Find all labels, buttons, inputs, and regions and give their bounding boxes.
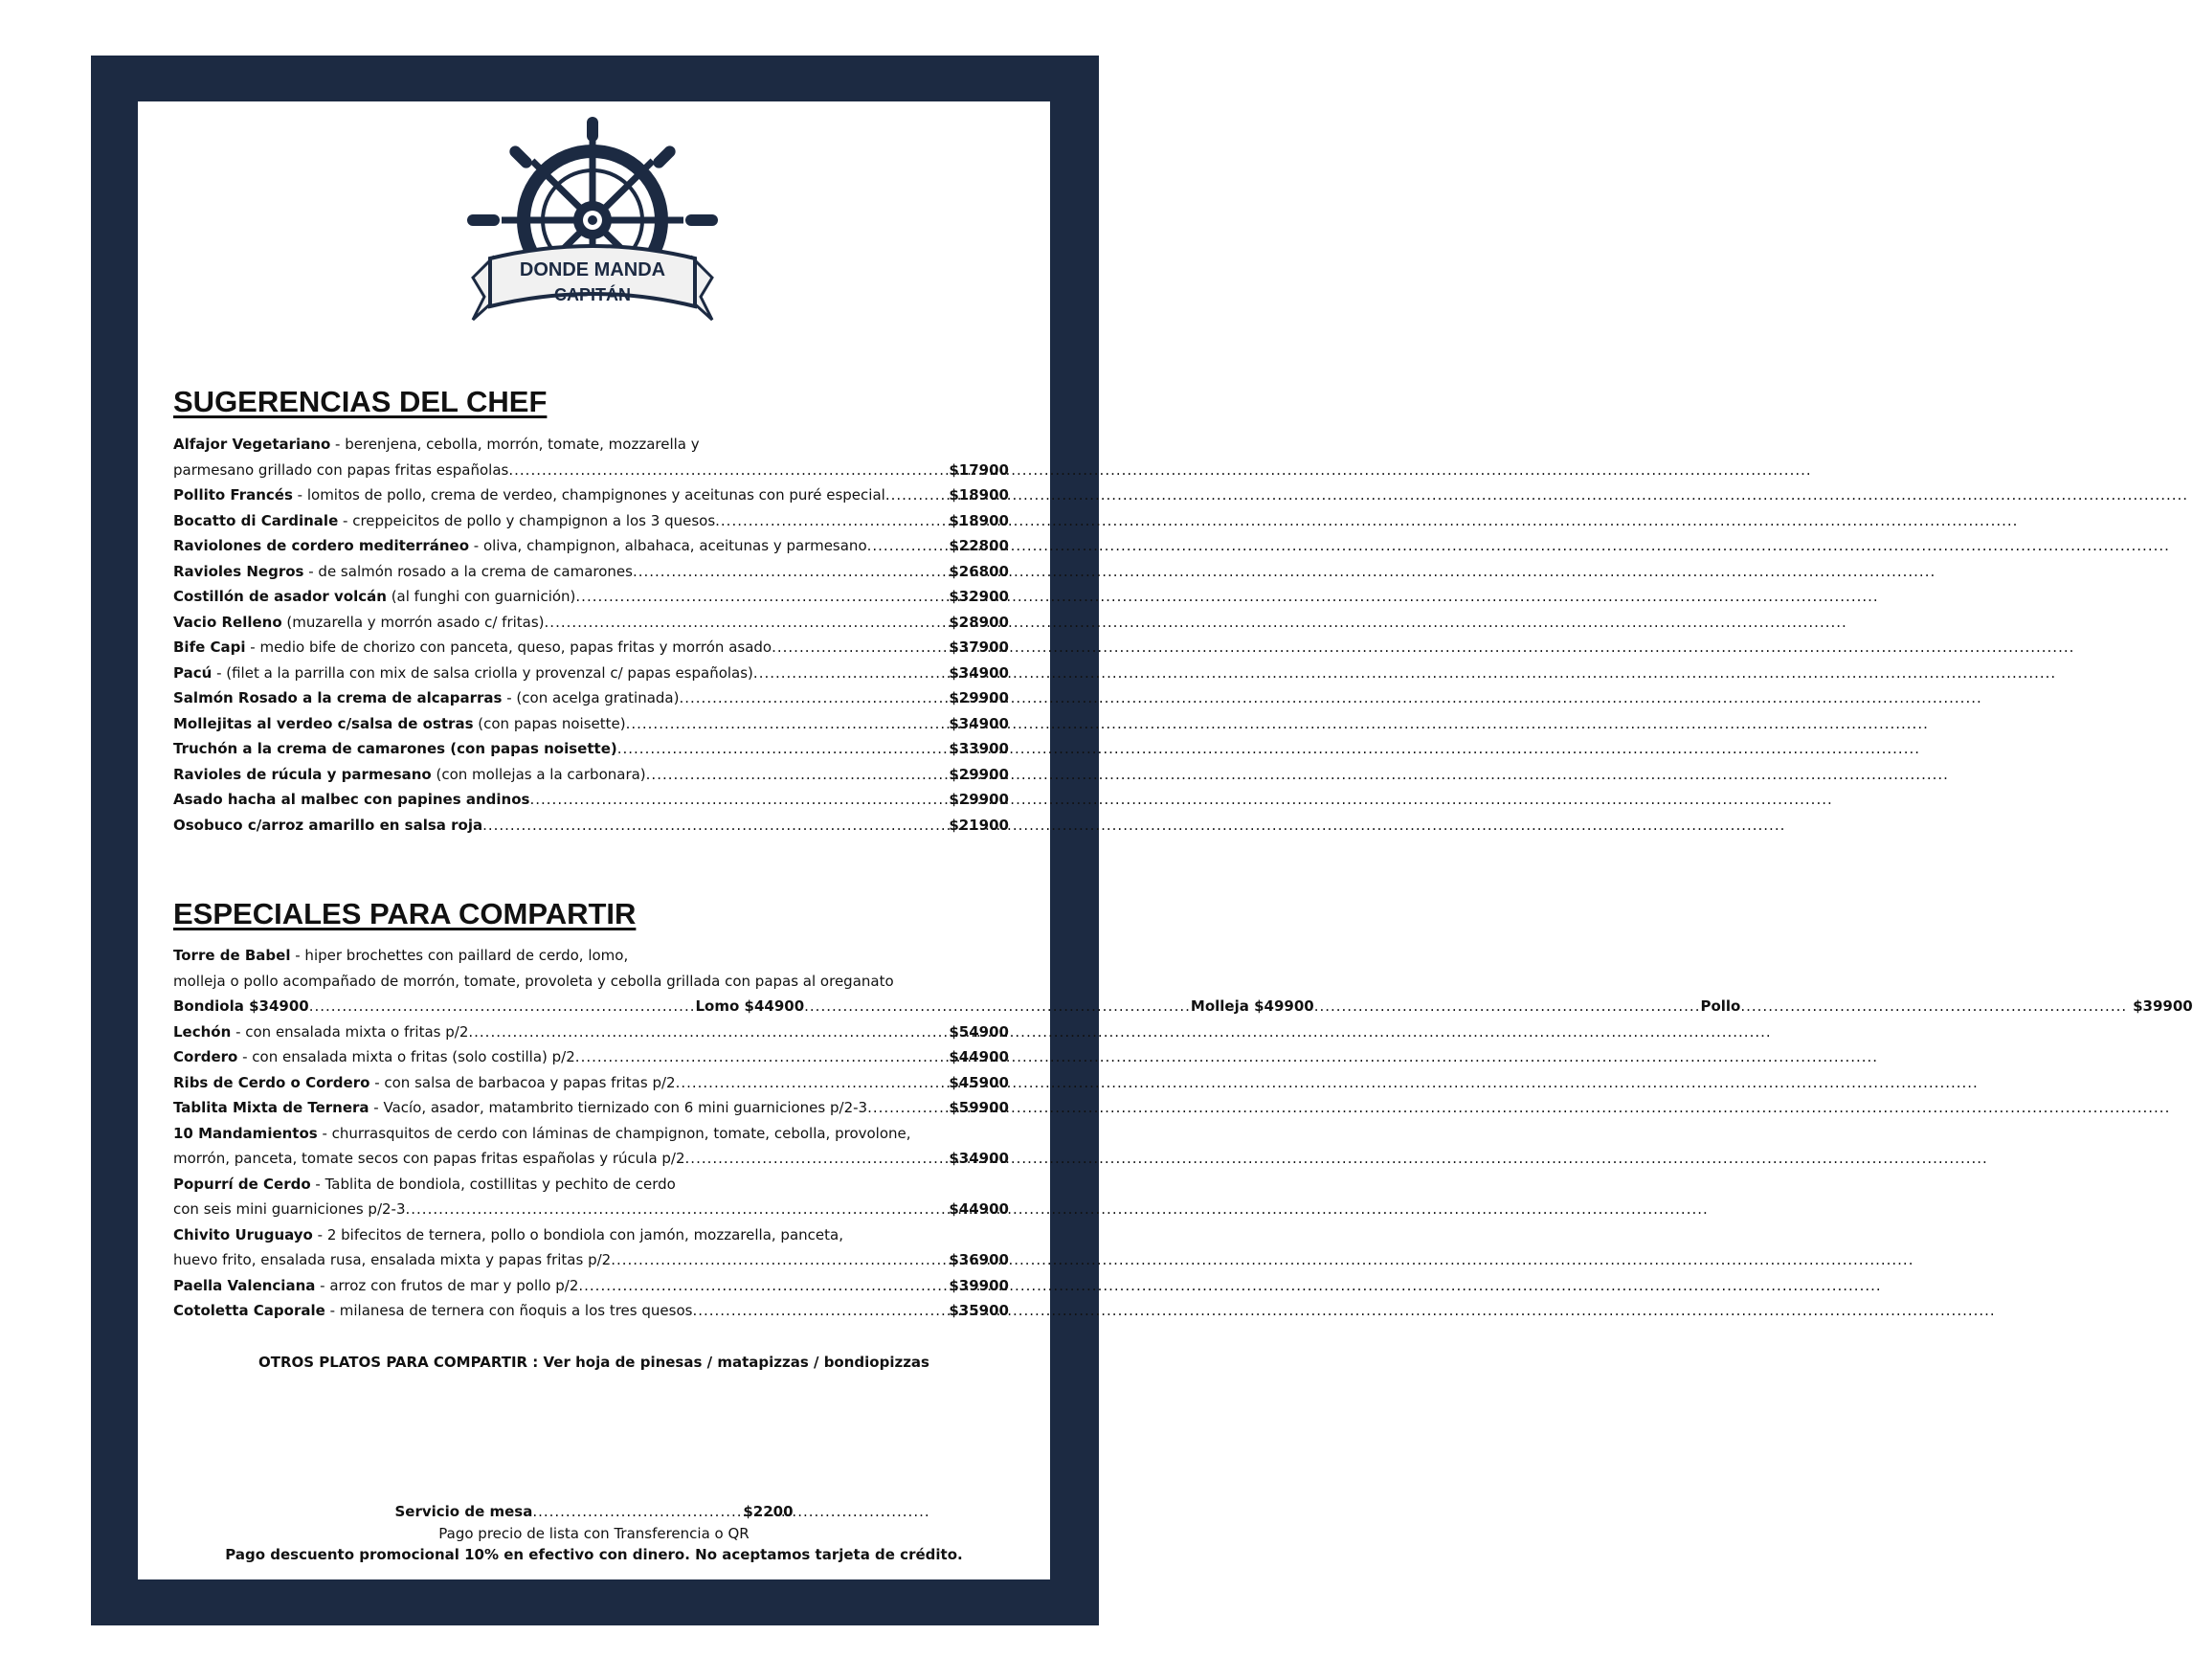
dot-leader xyxy=(804,994,1191,1019)
menu-item-name: Paella Valenciana xyxy=(173,1276,316,1294)
menu-item xyxy=(173,787,1009,813)
menu-item-text xyxy=(173,787,529,813)
menu-item-price: $29900 xyxy=(949,791,1009,808)
menu-item-price: $28900 xyxy=(949,613,1009,631)
menu-item-text xyxy=(173,1146,685,1172)
combo-option: Molleja $49900 xyxy=(1190,997,1314,1015)
menu-item-desc: - (con acelga gratinada) xyxy=(502,689,680,706)
menu-item xyxy=(173,533,1009,559)
menu-list-sugerencias xyxy=(173,432,1009,838)
menu-item-price: $45900 xyxy=(949,1073,1009,1091)
menu-item-name: Bife Capi xyxy=(173,638,246,656)
menu-item-name: Alfajor Vegetariano xyxy=(173,436,331,453)
menu-item-price: $44900 xyxy=(949,1200,1009,1218)
menu-item-text xyxy=(173,736,617,762)
menu-item-price: $18900 xyxy=(949,511,1009,529)
menu-item xyxy=(173,508,1009,534)
menu-item-price: $39900 xyxy=(949,1276,1009,1294)
menu-item-text xyxy=(173,943,628,969)
menu-item-price: $44900 xyxy=(949,1048,1009,1065)
menu-item-text xyxy=(173,508,715,534)
menu-item-text xyxy=(173,635,772,661)
combo-option: Bondiola $34900 xyxy=(173,997,309,1015)
dot-leader xyxy=(529,787,943,813)
menu-item-text xyxy=(173,1172,676,1198)
menu-item xyxy=(173,559,1009,585)
table-service xyxy=(394,1501,793,1523)
menu-item xyxy=(173,994,2193,1019)
payment-list-note: Pago precio de lista con Transferencia o QR xyxy=(438,1524,750,1542)
menu-item-text xyxy=(173,1019,468,1045)
menu-sheet xyxy=(138,101,2193,1579)
menu-item-price: $36900 xyxy=(949,1251,1009,1268)
dot-leader xyxy=(617,736,944,762)
dot-leader xyxy=(753,661,943,686)
dot-leader xyxy=(679,685,943,711)
menu-item xyxy=(173,736,1009,762)
dot-leader xyxy=(545,610,944,636)
menu-item xyxy=(173,1298,1009,1324)
menu-item-text xyxy=(173,1070,676,1096)
dot-leader xyxy=(676,1070,944,1096)
dot-leader xyxy=(575,584,943,610)
menu-item-text xyxy=(173,969,894,995)
menu-item-desc: - con ensalada mixta o fritas p/2 xyxy=(231,1022,469,1041)
menu-item-price: $37900 xyxy=(949,638,1009,656)
menu-item-text xyxy=(173,1247,611,1273)
menu-item-text xyxy=(173,762,646,788)
other-dishes-note: OTROS PLATOS PARA COMPARTIR : Ver hoja de pinesas / matapizzas / bondiopizzas xyxy=(258,1354,929,1371)
dot-leader xyxy=(633,559,943,585)
menu-item-text xyxy=(173,533,867,559)
menu-item-price: $54900 xyxy=(949,1022,1009,1041)
menu-item-desc: - churrasquitos de cerdo con láminas de champignon, tomate, cebolla, provolone, xyxy=(317,1124,911,1142)
menu-item xyxy=(173,482,1009,508)
menu-item-desc: - Vacío, asador, matambrito tiernizado con 6 mini guarniciones p/2-3 xyxy=(369,1099,868,1116)
menu-item-text xyxy=(173,1298,692,1324)
combo-option: Pollo xyxy=(1700,997,1741,1015)
menu-item xyxy=(173,1197,1009,1222)
menu-item-text xyxy=(173,458,508,483)
menu-item-desc: - medio bife de chorizo con panceta, queso, papas fritas y morrón asado xyxy=(245,638,772,656)
dot-leader xyxy=(646,762,944,788)
menu-item xyxy=(173,635,1009,661)
menu-item-name: Lechón xyxy=(173,1022,232,1041)
menu-item-price: $59900 xyxy=(949,1099,1009,1116)
dot-leader xyxy=(578,1273,943,1299)
dot-leader xyxy=(309,994,696,1019)
menu-item-desc: - creppeicitos de pollo y champignon a los 3 quesos xyxy=(338,511,716,529)
menu-item-desc: - (filet a la parrilla con mix de salsa criolla y provenzal c/ papas españolas) xyxy=(212,663,753,682)
menu-item-price: $34900 xyxy=(949,663,1009,682)
menu-item-text xyxy=(173,1095,867,1121)
menu-item xyxy=(173,1146,1009,1172)
menu-item xyxy=(173,943,1009,969)
dot-leader xyxy=(468,1019,943,1045)
dot-leader xyxy=(575,1044,944,1070)
menu-item-name: Ravioles Negros xyxy=(173,562,304,580)
menu-item-price: $17900 xyxy=(949,460,1009,479)
menu-item-text xyxy=(173,432,700,458)
menu-item-text xyxy=(173,584,575,610)
dot-leader xyxy=(611,1247,943,1273)
menu-item-desc: - oliva, champignon, albahaca, aceitunas y parmesano xyxy=(469,537,867,554)
menu-item-desc: (con papas noisette) xyxy=(473,714,626,732)
menu-item-text xyxy=(173,813,482,839)
dot-leader xyxy=(867,1095,943,1121)
menu-item xyxy=(173,1247,1009,1273)
menu-item-desc: parmesano grillado con papas fritas españolas xyxy=(173,460,509,479)
menu-item-desc: morrón, panceta, tomate secos con papas fritas españolas y rúcula p/2 xyxy=(173,1150,685,1167)
menu-item-price: $34900 xyxy=(949,714,1009,732)
menu-item-text xyxy=(173,482,885,508)
menu-item-desc: - hiper brochettes con paillard de cerdo, lomo, xyxy=(290,947,629,964)
service-price: $2200 xyxy=(743,1503,794,1520)
payment-discount-note: Pago descuento promocional 10% en efectivo con dinero. No aceptamos tarjeta de crédito. xyxy=(225,1546,963,1563)
dot-leader xyxy=(772,635,943,661)
menu-item-name: Ravioles de rúcula y parmesano xyxy=(173,765,432,783)
menu-item-name: Pacú xyxy=(173,663,213,682)
menu-item-text xyxy=(173,661,753,686)
menu-item-name: Vacio Relleno xyxy=(173,613,282,631)
menu-item-name: Popurrí de Cerdo xyxy=(173,1175,311,1193)
footer xyxy=(138,1501,1050,1566)
menu-item xyxy=(173,458,1009,483)
menu-list-especiales xyxy=(173,943,2193,1324)
menu-item-price: $33900 xyxy=(949,740,1009,757)
menu-item-desc: - Tablita de bondiola, costillitas y pechito de cerdo xyxy=(310,1175,676,1193)
section-title-sugerencias: SUGERENCIAS DEL CHEF xyxy=(173,385,548,418)
dot-leader xyxy=(867,533,944,559)
menu-item-name: Cotoletta Caporale xyxy=(173,1302,325,1319)
menu-item-text xyxy=(173,685,679,711)
menu-item xyxy=(173,1172,1009,1198)
menu-item-price: $21900 xyxy=(949,816,1009,834)
menu-item-desc: (al funghi con guarnición) xyxy=(386,588,576,605)
menu-item-desc: - 2 bifecitos de ternera, pollo o bondiola con jamón, mozzarella, panceta, xyxy=(312,1225,843,1243)
menu-item-price: $29900 xyxy=(949,689,1009,706)
logo-line2: CAPITÁN xyxy=(554,285,631,304)
menu-item xyxy=(173,711,1009,737)
menu-item-name: Pollito Francés xyxy=(173,486,293,504)
menu-item-name: 10 Mandamientos xyxy=(173,1124,318,1142)
menu-item xyxy=(173,813,1009,839)
menu-item-text xyxy=(173,610,545,636)
menu-item xyxy=(173,1044,1009,1070)
menu-item xyxy=(173,432,1009,458)
menu-item-name: Ribs de Cerdo o Cordero xyxy=(173,1073,370,1091)
logo-line1: DONDE MANDA xyxy=(519,259,666,280)
menu-item-desc: - milanesa de ternera con ñoquis a los tres quesos xyxy=(324,1302,693,1319)
dot-leader xyxy=(692,1298,943,1324)
dot-leader xyxy=(406,1197,944,1222)
menu-item xyxy=(173,685,1009,711)
service-label: Servicio de mesa xyxy=(394,1503,533,1520)
menu-item-name: Truchón a la crema de camarones (con papas noisette) xyxy=(173,740,617,757)
menu-item-name: Tablita Mixta de Ternera xyxy=(173,1099,369,1116)
section-title-especiales: ESPECIALES PARA COMPARTIR xyxy=(173,897,637,930)
menu-item-text xyxy=(173,1197,406,1222)
menu-item xyxy=(173,1019,1009,1045)
menu-item-name: Bocatto di Cardinale xyxy=(173,511,339,529)
menu-item-desc: - arroz con frutos de mar y pollo p/2 xyxy=(315,1276,579,1294)
menu-item-price: $34900 xyxy=(949,1150,1009,1167)
menu-item-desc: (con mollejas a la carbonara) xyxy=(431,765,646,783)
menu-item-text xyxy=(173,1273,578,1299)
dot-leader xyxy=(482,813,943,839)
menu-item xyxy=(173,610,1009,636)
menu-item-price: $22800 xyxy=(949,537,1009,554)
menu-item-text xyxy=(173,1222,843,1248)
dot-leader xyxy=(685,1146,944,1172)
dot-leader xyxy=(508,458,943,483)
menu-item-name: Costillón de asador volcán xyxy=(173,588,387,605)
menu-item xyxy=(173,1273,1009,1299)
menu-item-desc: - de salmón rosado a la crema de camarones xyxy=(303,562,633,580)
menu-item-price: $32900 xyxy=(949,588,1009,605)
menu-item-name: Torre de Babel xyxy=(173,947,291,964)
menu-item-desc: molleja o pollo acompañado de morrón, tomate, provoleta y cebolla grillada con papas al oreganato xyxy=(173,972,894,990)
menu-item-name: Asado hacha al malbec con papines andinos xyxy=(173,791,530,808)
dot-leader xyxy=(1740,994,2127,1019)
menu-item-text xyxy=(173,711,626,737)
menu-item-name: Cordero xyxy=(173,1048,238,1065)
menu-item-desc: - berenjena, cebolla, morrón, tomate, mozzarella y xyxy=(330,436,700,453)
dot-leader xyxy=(626,711,944,737)
menu-item-price: $39900 xyxy=(2133,997,2193,1015)
menu-item-price: $18900 xyxy=(949,486,1009,504)
menu-item-name: Osobuco c/arroz amarillo en salsa roja xyxy=(173,816,483,834)
menu-item-desc: - con salsa de barbacoa y papas fritas p/2 xyxy=(369,1073,676,1091)
menu-item xyxy=(173,762,1009,788)
dot-leader xyxy=(1314,994,1701,1019)
menu-item-price: $29900 xyxy=(949,765,1009,783)
menu-item-text xyxy=(173,1121,911,1147)
combo-option: Lomo $44900 xyxy=(695,997,805,1015)
menu-item-desc: (muzarella y morrón asado c/ fritas) xyxy=(281,613,545,631)
menu-item-name: Mollejitas al verdeo c/salsa de ostras xyxy=(173,714,474,732)
menu-item xyxy=(173,969,1009,995)
menu-item xyxy=(173,1095,1009,1121)
dot-leader xyxy=(715,508,943,534)
menu-item-price: $35900 xyxy=(949,1302,1009,1319)
menu-item-price: $26800 xyxy=(949,562,1009,580)
menu-item-desc: huevo frito, ensalada rusa, ensalada mixta y papas fritas p/2 xyxy=(173,1251,612,1268)
menu-item-text xyxy=(173,559,633,585)
menu-item-desc: - con ensalada mixta o fritas (solo costilla) p/2 xyxy=(237,1048,575,1065)
menu-item xyxy=(173,1070,1009,1096)
menu-item xyxy=(173,661,1009,686)
menu-item xyxy=(173,584,1009,610)
menu-item-name: Raviolones de cordero mediterráneo xyxy=(173,537,470,554)
menu-item xyxy=(173,1121,1009,1147)
menu-item xyxy=(173,1222,1009,1248)
menu-item-name: Chivito Uruguayo xyxy=(173,1225,313,1243)
ship-wheel-icon xyxy=(454,115,731,337)
service-leader xyxy=(532,1501,743,1523)
menu-item-name: Salmón Rosado a la crema de alcaparras xyxy=(173,689,503,706)
menu-item-desc: con seis mini guarniciones p/2-3 xyxy=(173,1200,406,1218)
menu-item-desc: - lomitos de pollo, crema de verdeo, champignones y aceitunas con puré especial xyxy=(292,486,885,504)
dot-leader xyxy=(885,482,944,508)
menu-item-text xyxy=(173,1044,575,1070)
